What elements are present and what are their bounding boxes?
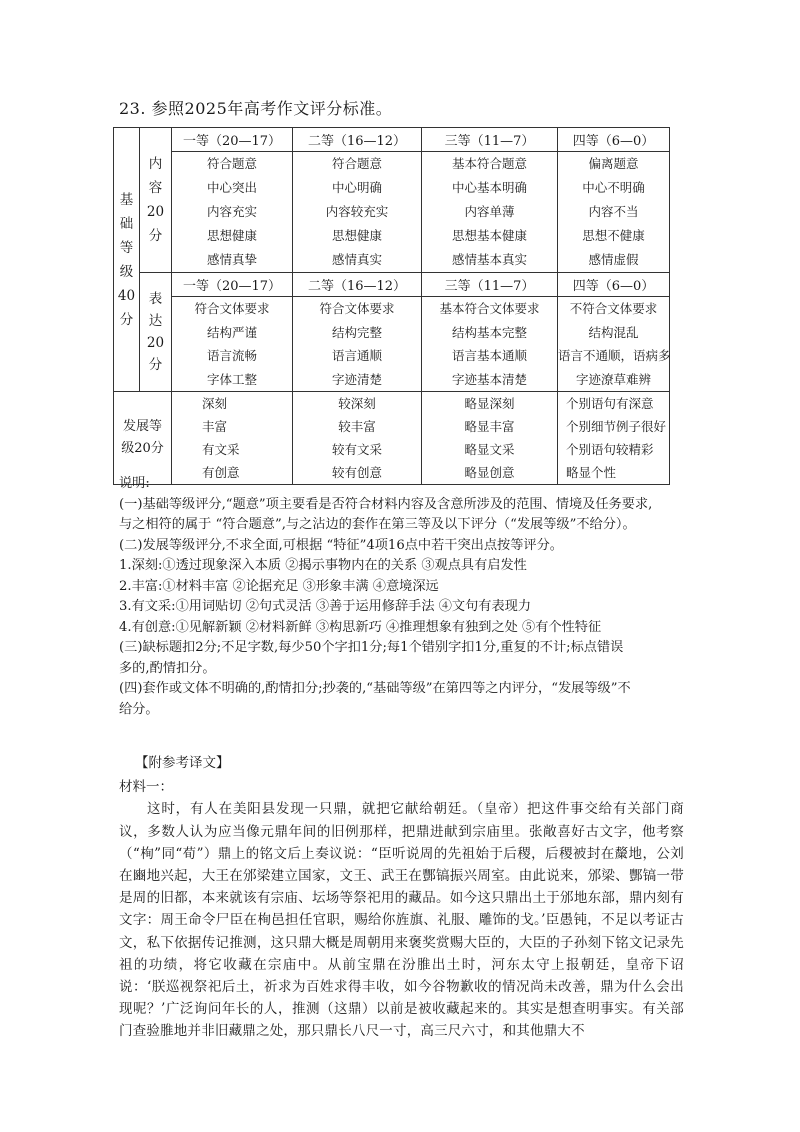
development-label: 发展等 级20分 — [114, 392, 172, 485]
note-line: 1.深刻:①透过现象深入本质 ②揭示事物内在的关系 ③观点具有启发性 — [119, 558, 527, 573]
scoring-notes — [119, 474, 689, 720]
grade-header-4: 四等（6—0） — [558, 128, 670, 152]
expression-grade-1: 符合文体要求 结构严谨 语言流畅 字体工整 — [172, 297, 293, 392]
content-label: 内 容 20 分 — [140, 128, 172, 273]
reference-translation — [119, 752, 684, 1043]
expression-grade-3: 基本符合文体要求 结构基本完整 语言基本通顺 字迹基本清楚 — [422, 297, 558, 392]
development-grade-3: 略显深刻 略显丰富 略显文采 略显创意 — [422, 392, 558, 485]
content-grade-4: 偏离题意 中心不明确 内容不当 思想不健康 感情虚假 — [558, 152, 670, 273]
content-grade-2: 符合题意 中心明确 内容较充实 思想健康 感情真实 — [293, 152, 422, 273]
expression-label: 表 达 20 分 — [140, 273, 172, 392]
expr-grade-header-1: 一等（20—17） — [172, 273, 293, 297]
development-grade-4: 个别语句有深意 个别细节例子很好 个别语句较精彩 略显个性 — [558, 392, 670, 485]
expr-grade-header-2: 二等（16—12） — [293, 273, 422, 297]
grade-header-3: 三等（11—7） — [422, 128, 558, 152]
note-line: 说明: — [119, 476, 150, 491]
note-line: 2.丰富:①材料丰富 ②论据充足 ③形象丰满 ④意境深远 — [119, 578, 439, 594]
note-line: 4.有创意:①见解新颖 ②材料新鲜 ③构思新巧 ④推理想象有独到之处 ⑤有个性特征 — [119, 619, 602, 635]
note-line: (四)套作或文体不明确的,酌情扣分;抄袭的,“基础等级”在第四等之内评分，“发展等级”不 — [119, 681, 631, 696]
note-line: 多的,酌情扣分。 — [119, 660, 216, 676]
material-label: 材料一： — [119, 779, 173, 796]
grade-header-1: 一等（20—17） — [172, 128, 293, 152]
note-line: 与之相符的属于 “符合题意”,与之沾边的套作在第三等及以下评分（“发展等级”不给分）。 — [119, 517, 636, 532]
note-line: (二)发展等级评分,不求全面,可根据 “特征”4项16点中若干突出点按等评分。 — [119, 537, 563, 553]
note-line: (一)基础等级评分,“题意”项主要看是否符合材料内容及含意所涉及的范围、情境及任务要求, — [119, 496, 653, 512]
expr-grade-header-4: 四等（6—0） — [558, 273, 670, 297]
expr-grade-header-3: 三等（11—7） — [422, 273, 558, 297]
content-grade-1: 符合题意 中心突出 内容充实 思想健康 感情真挚 — [172, 152, 293, 273]
translation-heading: 【附参考译文】 — [135, 755, 230, 771]
development-grade-1: 深刻 丰富 有文采 有创意 — [172, 392, 293, 485]
grade-header-2: 二等（16—12） — [293, 128, 422, 152]
content-grade-3: 基本符合题意 中心基本明确 内容单薄 思想基本健康 感情基本真实 — [422, 152, 558, 273]
development-grade-2: 较深刻 较丰富 较有文采 较有创意 — [293, 392, 422, 485]
note-line: (三)缺标题扣2分;不足字数,每少50个字扣1分;每1个错别字扣1分,重复的不计;标点错误 — [119, 640, 624, 655]
note-line: 给分。 — [119, 701, 159, 717]
question-title: 23. 参照2025年高考作文评分标准。 — [119, 99, 393, 118]
expression-grade-2: 符合文体要求 结构完整 语言通顺 字迹清楚 — [293, 297, 422, 392]
translation-body: 这时，有人在美阳县发现一只鼎，就把它献给朝廷。（皇帝）把这件事交给有关部门商议，多数人认为应当像元鼎年间的旧例那样，把鼎进献到宗庙里。张敞喜好古文字，他考察（“栒”同“荀”）鼎上的铭文后上奏议说：“臣听说周的先祖始于后稷，后稷被封在斄地，公刘在豳地兴起，大王在邠梁建立国家，文王、武王在酆镐振兴周室。由此说来，邠梁、酆镐一带是周的旧都，本来就该有宗庙、坛场等祭祀用的藏品。如今这只鼎出土于邠地东部，鼎内刻有文字：周王命令尸臣在栒邑担任官职，赐给你旌旗、礼服、雕饰的戈。’臣愚钝，不足以考证古文，私下依据传记推测，这只鼎大概是周朝用来褒奖赏赐大臣的，大臣的子孙刻下铭文记录先祖的功绩，将它收藏在宗庙中。从前宝鼎在汾脽出土时，河东太守上报朝廷，皇帝下诏说：‘朕巡视祭祀后土，祈求为百姓求得丰收，如今谷物歉收的情况尚未改善，鼎为什么会出现呢？’广泛询问年长的人，推测（这鼎）以前是被收藏起来的。其实是想查明事实。有关部门查验脽地并非旧藏鼎之处，那只鼎长八尺一寸，高三尺六寸，和其他鼎大不 — [119, 801, 684, 1040]
expression-grade-4: 不符合文体要求 结构混乱 语言不通顺，语病多 字迹潦草难辨 — [558, 297, 670, 392]
scoring-table — [113, 127, 670, 485]
basic-level-label: 基 础 等 级 40 分 — [114, 128, 140, 392]
note-line: 3.有文采:①用词贴切 ②句式灵活 ③善于运用修辞手法 ④文句有表现力 — [119, 599, 532, 614]
